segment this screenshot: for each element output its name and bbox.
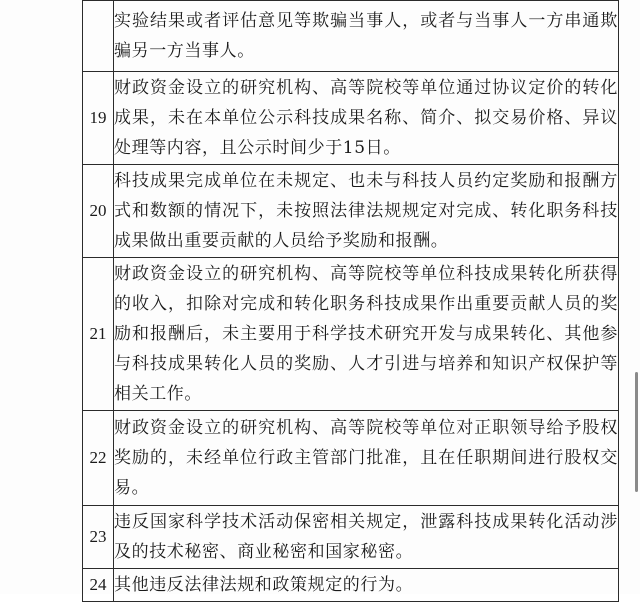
table-row (83, 165, 619, 258)
row-text: 科技成果完成单位在未规定、也未与科技人员约定奖励和报酬方式和数额的情况下，未按照法律法规规定对完成、转化职务科技成果做出重要贡献的人员给予奖励和报酬。 (114, 165, 619, 258)
table-row (83, 72, 619, 165)
row-number: 20 (83, 165, 114, 258)
row-text: 财政资金设立的研究机构、高等院校等单位对正职领导给予股权奖励的，未经单位行政主管部门批准，且在任职期间进行股权交易。 (114, 411, 619, 506)
row-number (83, 1, 114, 72)
row-text: 其他违反法律法规和政策规定的行为。 (114, 569, 619, 602)
table-row (83, 1, 619, 72)
table-row (83, 411, 619, 506)
row-text: 财政资金设立的研究机构、高等院校等单位科技成果转化所获得的收入，扣除对完成和转化职务科技成果作出重要贡献人员的奖励和报酬后，未主要用于科学技术研究开发与成果转化、其他参与科技成果转化人员的奖励、人才引进与培养和知识产权保护等相关工作。 (114, 258, 619, 411)
row-number: 24 (83, 569, 114, 602)
vertical-scrollbar[interactable] (635, 372, 638, 492)
row-text: 违反国家科学技术活动保密相关规定，泄露科技成果转化活动涉及的技术秘密、商业秘密和国家秘密。 (114, 506, 619, 569)
row-number: 19 (83, 72, 114, 165)
row-text: 财政资金设立的研究机构、高等院校等单位通过协议定价的转化成果，未在本单位公示科技成果名称、简介、拟交易价格、异议处理等内容，且公示时间少于15日。 (114, 72, 619, 165)
table-row (83, 258, 619, 411)
row-number: 23 (83, 506, 114, 569)
row-text: 实验结果或者评估意见等欺骗当事人，或者与当事人一方串通欺骗另一方当事人。 (114, 1, 619, 72)
table-row (83, 506, 619, 569)
table-row (83, 569, 619, 602)
regulation-table (82, 0, 619, 602)
row-number: 21 (83, 258, 114, 411)
row-number: 22 (83, 411, 114, 506)
